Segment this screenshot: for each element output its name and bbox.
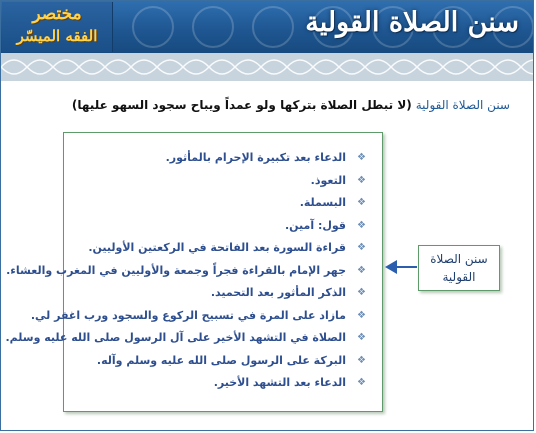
list-item [74,147,368,170]
list-item-text: الصلاة في التشهد الأخير على آل الرسول صلى الله عليه وسلم. [5,331,346,344]
list-item [74,215,368,238]
decorative-band [1,53,533,81]
list-item [74,350,368,373]
list-item [74,237,368,260]
diamond-bullet-icon: ❖ [357,377,366,388]
diamond-bullet-icon: ❖ [357,174,366,186]
diamond-bullet-icon: ❖ [357,219,366,231]
logo-line-2: الفقه الميسّر [16,27,98,45]
list-item [74,170,368,193]
list-item-text: قول: آمين. [284,218,346,232]
diamond-bullet-icon: ❖ [357,287,366,298]
list-item [74,282,368,305]
topic-label-line-2: القولية [442,270,476,284]
subtitle [72,98,510,112]
page-title: سنن الصلاة القولية [305,7,519,38]
subtitle-highlight: سنن الصلاة القولية [415,98,510,112]
diamond-bullet-icon: ❖ [357,152,366,163]
diamond-bullet-icon: ❖ [357,242,366,253]
topic-label-box [418,245,500,291]
logo [2,2,113,52]
list-item [74,192,368,215]
diamond-bullet-icon: ❖ [357,332,366,343]
band-pattern [1,53,533,81]
list-item-text: الذكر المأثور بعد التحميد. [210,286,346,299]
diamond-bullet-icon: ❖ [357,264,366,276]
subtitle-note: (لا تبطل الصلاة بتركها ولو عمداً ويباح سجود السهو عليها) [71,98,412,112]
list-item-text: قراءة السورة بعد الفاتحة في الركعتين الأوليين. [88,241,346,254]
list-item-text: البركة على الرسول صلى الله عليه وسلم وآله. [96,353,346,367]
diamond-bullet-icon: ❖ [357,197,366,208]
topic-label-line-1: سنن الصلاة [430,252,488,266]
sunan-list [5,133,382,395]
sunan-list-panel [5,132,383,412]
list-item-text: جهر الإمام بالقراءة فجراً وجمعة والأوليين في المغرب والعشاء. [6,263,346,277]
logo-line-1: مختصر [32,4,82,24]
diamond-bullet-icon: ❖ [357,309,366,321]
list-item-text: البسملة. [299,196,346,209]
list-item [6,260,368,283]
list-item-text: الدعاء بعد التشهد الأخير. [213,376,346,389]
list-item-text: مازاد على المرة في تسبيح الركوع والسجود ورب اغفر لي. [30,308,346,322]
diamond-bullet-icon: ❖ [357,354,366,366]
list-item-text: الدعاء بعد تكبيرة الإحرام بالمأثور. [165,151,346,164]
list-item [74,372,368,395]
list-item [30,305,368,328]
list-item-text: التعوذ. [310,173,346,187]
arrow-left-icon [385,256,419,278]
list-item [5,327,368,350]
